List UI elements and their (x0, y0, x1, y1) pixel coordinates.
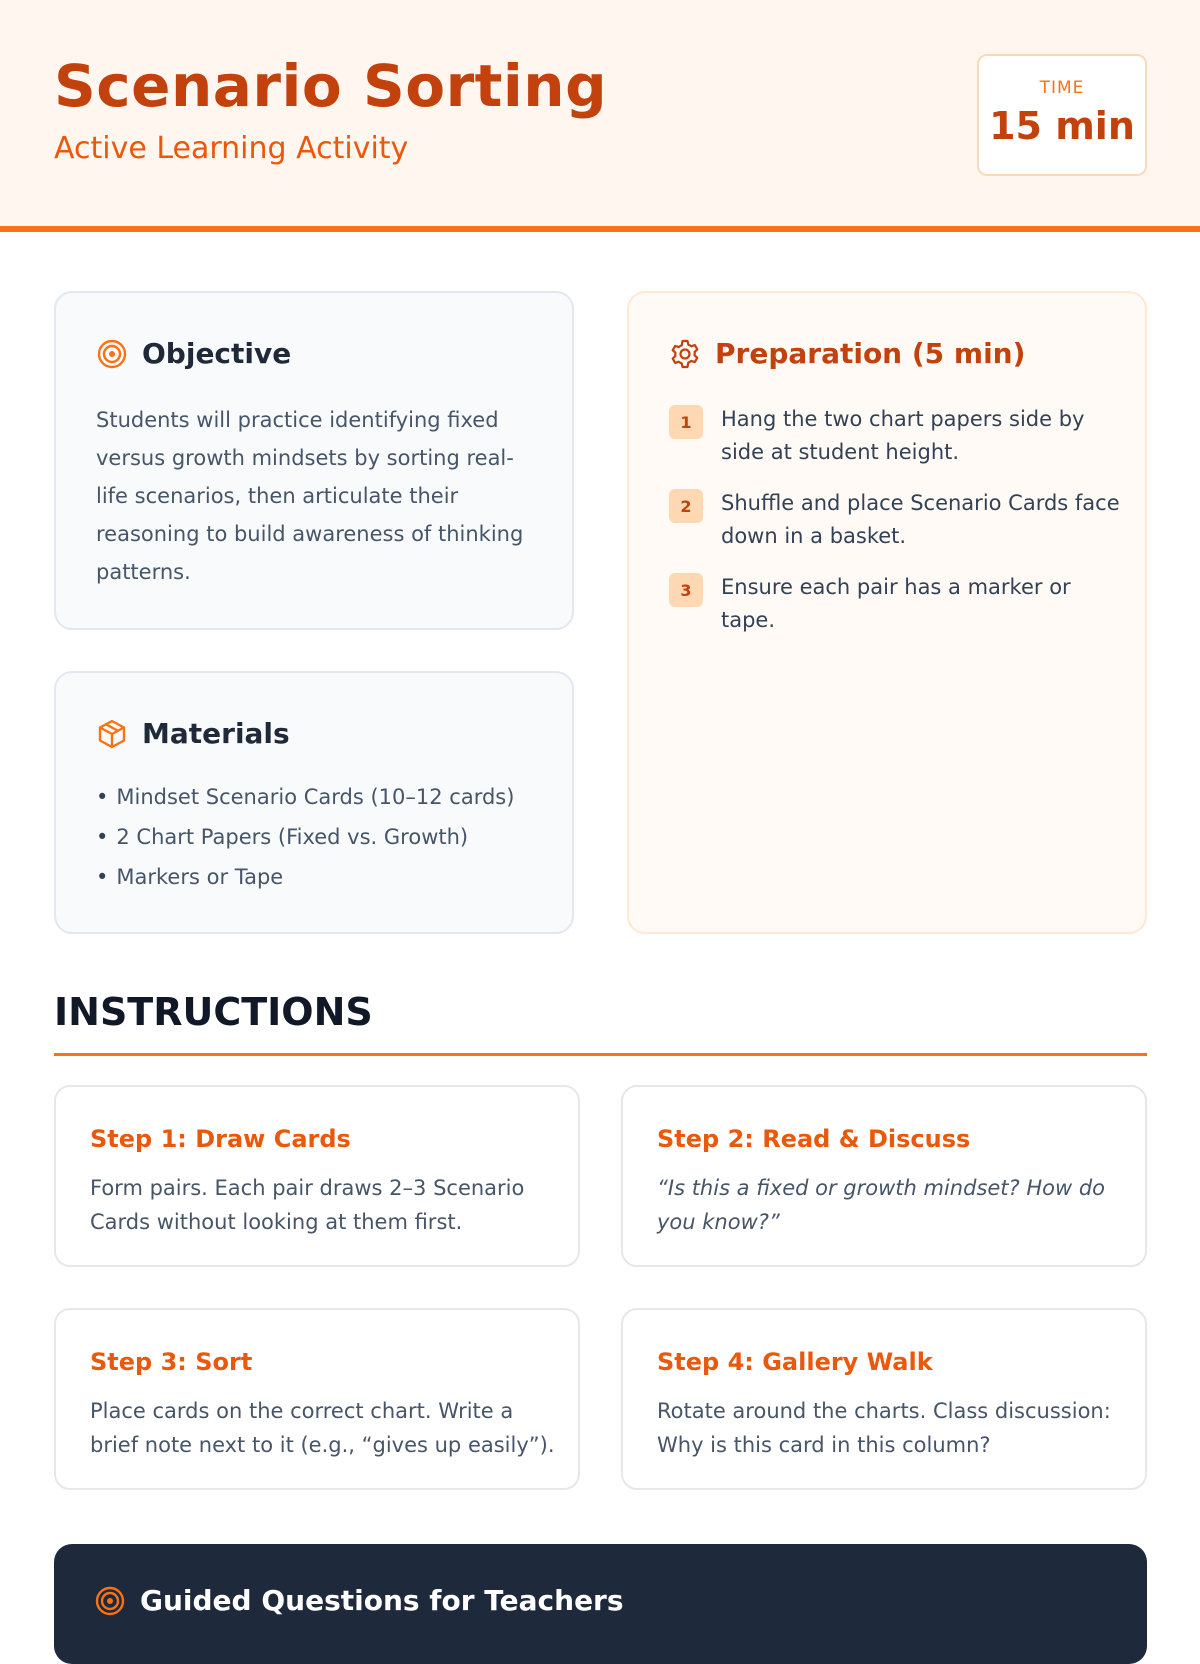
time-label: TIME (1039, 78, 1085, 98)
step-text: Form pairs. Each pair draws 2–3 Scenario Cards without looking at them first. (90, 1176, 525, 1234)
step-title: Step 4: Gallery Walk (657, 1348, 933, 1376)
objective-text: Students will practice identifying fixed versus growth mindsets by sorting real-life scenarios, then articulate their reasoning to build awareness of thinking patterns. (96, 408, 524, 584)
preparation-list (669, 403, 1129, 655)
time-badge (977, 54, 1147, 176)
list-item: • 2 Chart Papers (Fixed vs. Growth) (96, 817, 514, 857)
time-value: 15 min (989, 104, 1135, 148)
list-item (669, 487, 1129, 553)
preparation-step-text: Hang the two chart papers side by side at student height. (721, 407, 1085, 464)
step-title: Step 2: Read & Discuss (657, 1125, 971, 1153)
target-icon (94, 1585, 126, 1617)
materials-title: Materials (142, 717, 290, 750)
page-subtitle: Active Learning Activity (54, 131, 409, 166)
step-title: Step 1: Draw Cards (90, 1125, 351, 1153)
materials-card (54, 671, 574, 934)
guided-questions-title: Guided Questions for Teachers (140, 1584, 624, 1617)
materials-header (96, 717, 290, 750)
page-header (0, 0, 1200, 232)
objective-title: Objective (142, 337, 292, 370)
preparation-card (627, 291, 1147, 934)
step-number-badge: 3 (669, 573, 703, 607)
preparation-header (669, 337, 1025, 370)
step-card-1 (54, 1085, 580, 1267)
list-item: • Mindset Scenario Cards (10–12 cards) (96, 777, 514, 817)
preparation-step-text: Shuffle and place Scenario Cards face down in a basket. (721, 491, 1120, 548)
step-number-badge: 2 (669, 489, 703, 523)
instructions-heading: INSTRUCTIONS (54, 990, 373, 1034)
objective-header (96, 337, 291, 370)
step-card-2 (621, 1085, 1147, 1267)
list-item: • Markers or Tape (96, 857, 514, 897)
preparation-step-text: Ensure each pair has a marker or tape. (721, 575, 1071, 632)
guided-questions-header (94, 1584, 624, 1617)
page-title: Scenario Sorting (54, 52, 608, 120)
box-icon (96, 718, 128, 750)
section-divider (54, 1053, 1147, 1056)
preparation-title: Preparation (5 min) (715, 337, 1026, 370)
step-text: Place cards on the correct chart. Write a brief note next to it (e.g., “gives up easily”). (90, 1399, 555, 1457)
step-card-3 (54, 1308, 580, 1490)
target-icon (96, 338, 128, 370)
gear-icon (669, 338, 701, 370)
objective-card (54, 291, 574, 630)
step-text: Rotate around the charts. Class discussion: Why is this card in this column? (657, 1399, 1111, 1457)
list-item (669, 403, 1129, 469)
step-title: Step 3: Sort (90, 1348, 253, 1376)
guided-questions-panel (54, 1544, 1147, 1664)
step-text: “Is this a fixed or growth mindset? How do you know?” (657, 1176, 1106, 1234)
materials-list (96, 777, 514, 897)
step-card-4 (621, 1308, 1147, 1490)
list-item (669, 571, 1129, 637)
step-number-badge: 1 (669, 405, 703, 439)
